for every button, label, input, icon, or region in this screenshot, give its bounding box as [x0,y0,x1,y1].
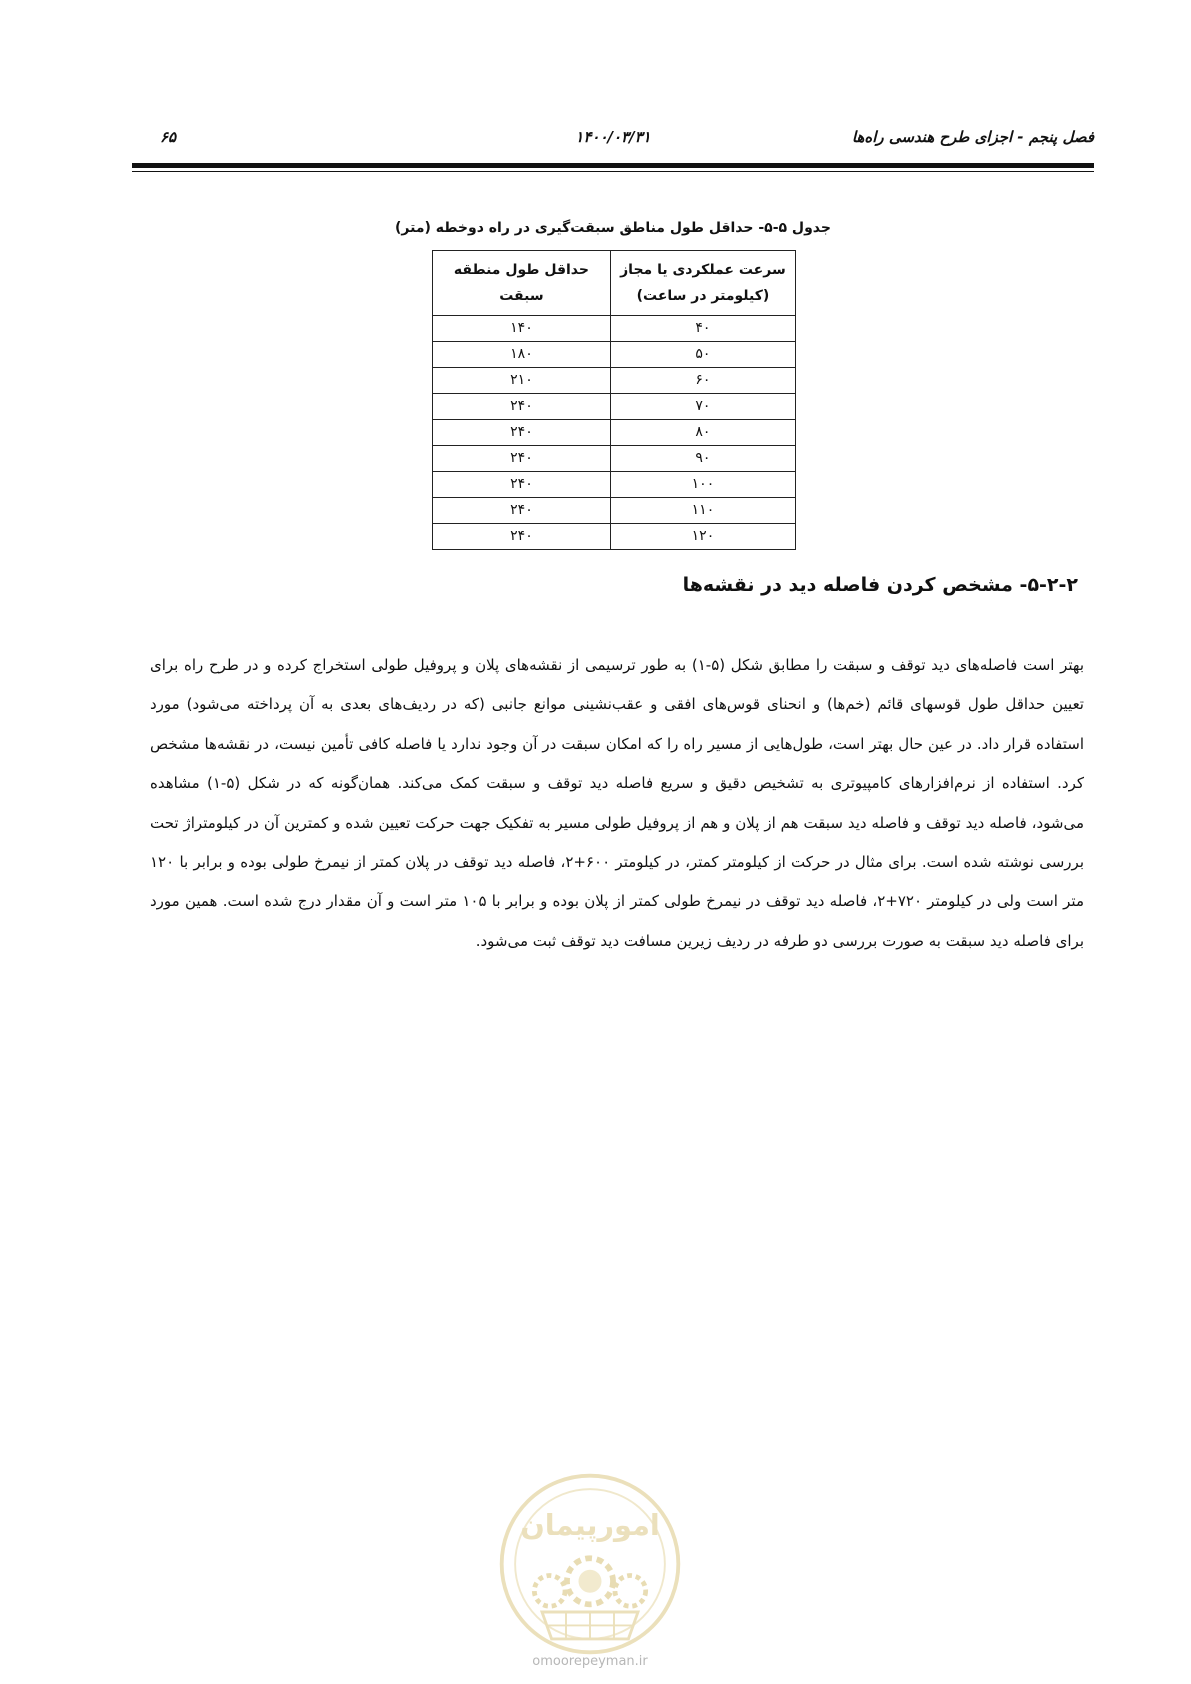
length-cell: ۲۴۰ [433,394,611,420]
length-cell: ۲۴۰ [433,524,611,550]
length-cell: ۲۴۰ [433,472,611,498]
table-row [433,368,796,394]
length-cell: ۲۴۰ [433,420,611,446]
length-column-header: حداقل طول منطقه سبقت [433,251,611,316]
chapter-title: فصل پنجم - اجزای طرح هندسی راه‌ها [851,128,1094,146]
passing-zone-table [432,250,796,550]
length-cell: ۲۱۰ [433,368,611,394]
speed-cell: ۴۰ [610,316,795,342]
header-rule-thin [132,171,1094,172]
table-row [433,498,796,524]
speed-column-header: سرعت عملکردی یا مجاز (کیلومتر در ساعت) [610,251,795,316]
table-header-row [433,251,796,316]
watermark-url: omoorepeyman.ir [532,1654,648,1669]
table-row [433,342,796,368]
speed-cell: ۶۰ [610,368,795,394]
section-heading: ۵-۲-۲- مشخص کردن فاصله دید در نقشه‌ها [682,574,1078,596]
length-cell: ۱۴۰ [433,316,611,342]
length-cell: ۲۴۰ [433,498,611,524]
speed-cell: ۱۱۰ [610,498,795,524]
table-row [433,472,796,498]
speed-cell: ۱۲۰ [610,524,795,550]
table-row [433,446,796,472]
header-date: ۱۴۰۰/۰۳/۳۱ [575,128,651,146]
length-cell: ۲۴۰ [433,446,611,472]
watermark-logo-text: امورپیمان [520,1508,660,1543]
table-row [433,316,796,342]
speed-cell: ۱۰۰ [610,472,795,498]
running-header [132,128,1094,158]
table-row [433,394,796,420]
speed-cell: ۸۰ [610,420,795,446]
watermark-logo-icon [494,1468,686,1660]
table-row [433,524,796,550]
header-rule-thick [132,163,1094,168]
page-number: ۶۵ [160,128,177,146]
body-paragraph: بهتر است فاصله‌های دید توقف و سبقت را مطابق شکل (۵-۱) به طور ترسیمی از نقشه‌های پلان و پروفیل طولی استخراج کرده و در طرح راه برای تعیین حداقل طول قوسهای قائم (خم‌ها) و انحنای قوس‌های افقی و عقب‌نشینی موانع جانبی (که در ردیف‌های بعدی به آن پرداخته می‌شود) مورد استفاده قرار داد. در عین حال بهتر است، طول‌هایی از مسیر راه را که امکان سبقت در آن وجود ندارد یا فاصله کافی تأمین نیست، در نقشه‌ها مشخص کرد. استفاده از نرم‌افزارهای کامپیوتری به تشخیص دقیق و سریع فاصله دید توقف و سبقت کمک می‌کند. همان‌گونه که در شکل (۵-۱) مشاهده می‌شود، فاصله دید توقف و فاصله دید سبقت هم از پلان و هم از پروفیل طولی مسیر به تفکیک جهت حرکت تعیین شده و کمترین آن در کیلومتراژ تحت بررسی نوشته شده است. برای مثال در حرکت از کیلومتر کمتر، در کیلومتر ۶۰۰+۲، فاصله دید توقف در پلان کمتر از نیمرخ طولی بوده و برابر با ۱۲۰ متر است ولی در کیلومتر ۷۲۰+۲، فاصله دید توقف در نیمرخ طولی کمتر از پلان بوده و برابر با ۱۰۵ متر است و آن مقدار درج شده است. همین مورد برای فاصله دید سبقت به صورت بررسی دو طرفه در ردیف زیرین مسافت دید توقف ثبت می‌شود. [150,656,1084,950]
table-row [433,420,796,446]
speed-cell: ۷۰ [610,394,795,420]
speed-cell: ۹۰ [610,446,795,472]
speed-cell: ۵۰ [610,342,795,368]
length-cell: ۱۸۰ [433,342,611,368]
table-caption: جدول ۵-۵- حداقل طول مناطق سبقت‌گیری در راه دوخطه (متر) [395,220,831,236]
